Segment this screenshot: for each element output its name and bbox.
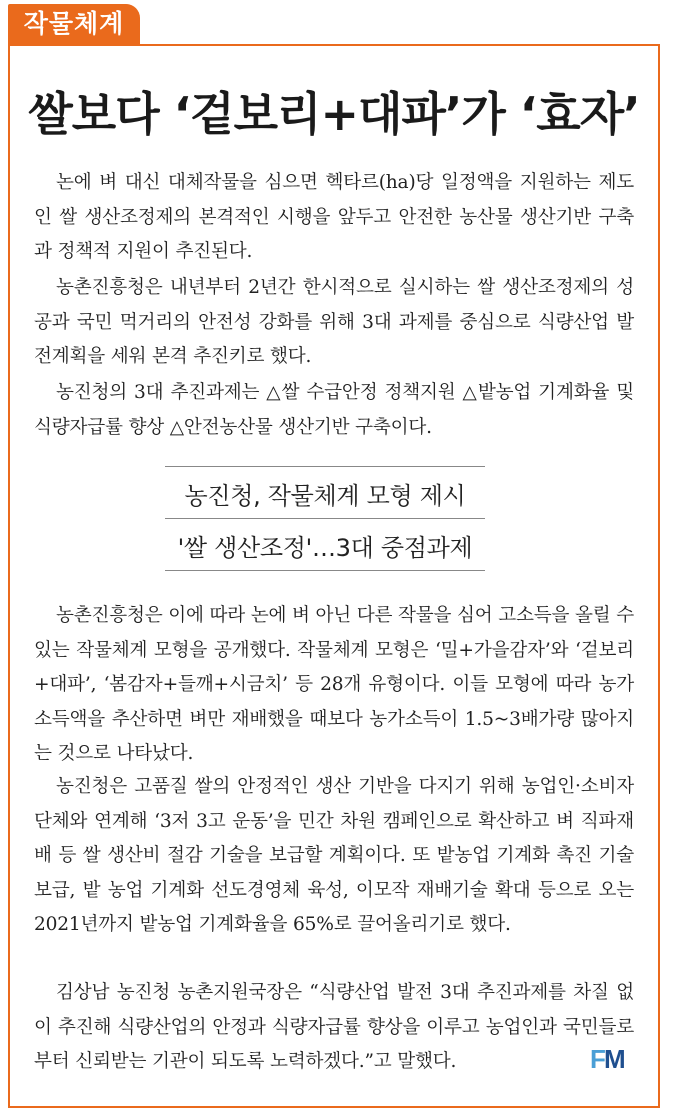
paragraph-4: 농촌진흥청은 이에 따라 논에 벼 아닌 다른 작물을 심어 고소득을 올릴 수 있는 작물체계 모형을 공개했다. 작물체계 모형은 ‘밀+가을감자’와 ‘겉보리+대파’, ‘봄감자+들깨+시금치’ 등 28개 유형이다. 이들 모형에 따라 농가 소득액을 추산하면 벼만 재배했을 때보다 농가소득이 1.5~3배가량 많아지는 것으로 나타났다. [34, 605, 634, 765]
svg-text:F: F [590, 1044, 606, 1072]
divider [165, 570, 485, 571]
subheading-box [165, 466, 485, 572]
fm-logo-icon [590, 1044, 630, 1072]
paragraph-2: 농촌진흥청은 내년부터 2년간 한시적으로 실시하는 쌀 생산조정제의 성공과 국민 먹거리의 안전성 강화를 위해 3대 과제를 중심으로 식량산업 발전계획을 세워 본격 추진키로 했다. [34, 277, 634, 368]
divider [165, 518, 485, 519]
divider [165, 466, 485, 467]
svg-text:M: M [604, 1044, 626, 1072]
headline: 쌀보다 ‘겉보리+대파’가 ‘효자’ [28, 87, 640, 141]
paragraph-5: 농진청은 고품질 쌀의 안정적인 생산 기반을 다지기 위해 농업인·소비자단체와 연계해 ‘3저 3고 운동’을 민간 차원 캠페인으로 확산하고 벼 직파재배 등 쌀 생산비 절감 기술을 보급할 계획이다. 또 밭농업 기계화 촉진 기술보급, 밭 농업 기계화 선도경영체 육성, 이모작 재배기술 확대 등으로 오는 2021년까지 밭농업 기계화율을 65%로 끌어올리기로 했다. [34, 776, 634, 936]
section-tag: 작물체계 [8, 4, 140, 44]
paragraph-3: 농진청의 3대 추진과제는 △쌀 수급안정 정책지원 △밭농업 기계화율 및 식량자급률 향상 △안전농산물 생산기반 구축이다. [34, 382, 634, 438]
paragraph-6: 김상남 농진청 농촌지원국장은 “식량산업 발전 3대 추진과제를 차질 없이 추진해 식량산업의 안정과 식량자급률 향상을 이루고 농업인과 국민들로부터 신뢰받는 기관이 되도록 노력하겠다.”고 말했다. [34, 982, 634, 1073]
subheading-2: '쌀 생산조정'…3대 중점과제 [177, 534, 473, 562]
subheading-1: 농진청, 작물체계 모형 제시 [184, 482, 466, 510]
paragraph-1: 논에 벼 대신 대체작물을 심으면 헥타르(ha)당 일정액을 지원하는 제도인 쌀 생산조정제의 본격적인 시행을 앞두고 안전한 농산물 생산기반 구축과 정책적 지원이 추진된다. [34, 172, 634, 263]
